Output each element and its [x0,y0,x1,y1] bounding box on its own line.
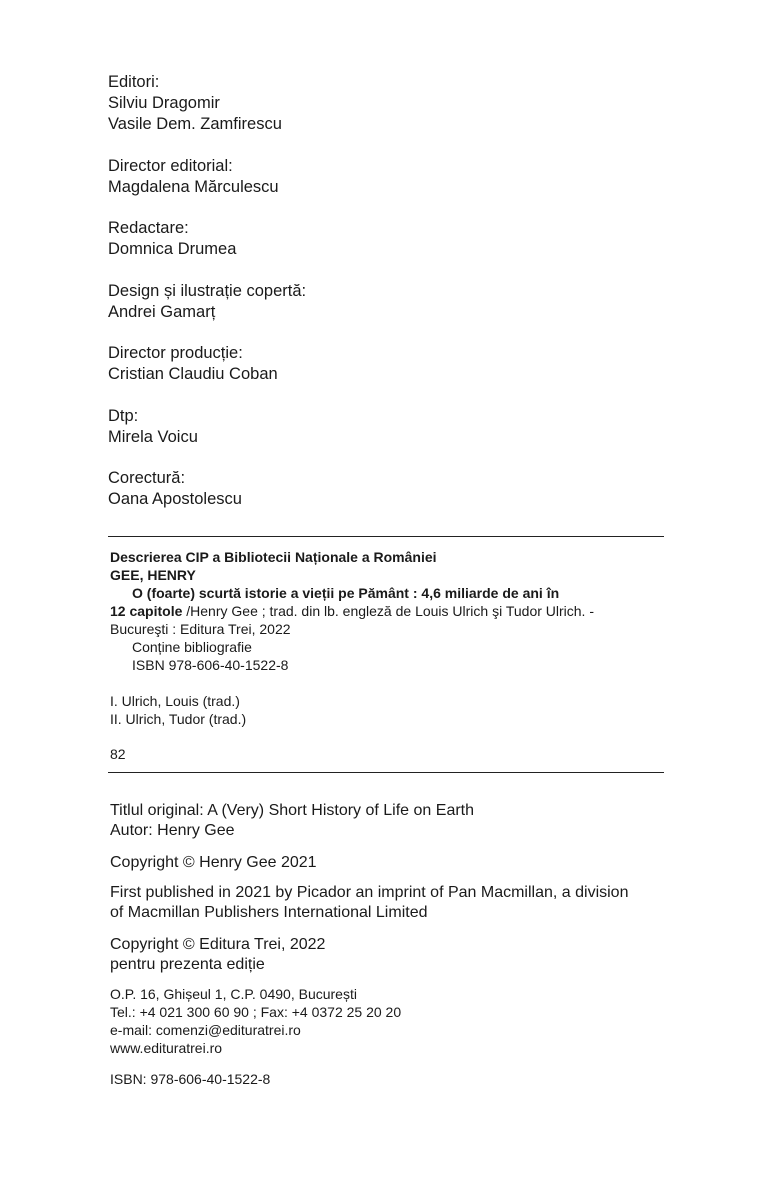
credit-role: Director editorial: [108,156,233,175]
cip-publisher: Bucureşti : Editura Trei, 2022 [110,621,291,637]
first-published [110,883,670,923]
credit-name: Magdalena Mărculescu [108,177,279,196]
divider-top [108,536,664,537]
cip-title-line1: O (foarte) scurtă istorie a vieții pe Pământ : 4,6 miliarde de ani în [132,585,560,601]
publisher-website: www.edituratrei.ro [110,1040,223,1056]
cip-note: Conține bibliografie [132,639,252,655]
credit-proofreading [108,468,668,510]
publisher-email: e-mail: comenzi@edituratrei.ro [110,1022,301,1038]
credit-name: Oana Apostolescu [108,490,242,508]
credit-role: Design și ilustrație copertă: [108,281,307,300]
original-info [110,801,670,841]
credit-editorial-director [108,156,668,198]
cip-record [110,548,666,763]
cip-title-line2 [110,602,666,620]
credit-role: Dtp: [108,406,139,425]
cip-entry: I. Ulrich, Louis (trad.) [110,693,240,709]
publisher-address: O.P. 16, Ghișeul 1, C.P. 0490, București [110,986,357,1002]
credit-cover-design [108,281,668,323]
edition-info [110,801,670,1088]
cip-entry: II. Ulrich, Tudor (trad.) [110,711,247,727]
credit-dtp [108,406,668,448]
copyright-edition-line: Copyright © Editura Trei, 2022 [110,936,326,953]
credit-role: Editori: [108,73,160,91]
copyright-edition-note: pentru prezenta ediție [110,956,265,973]
credit-production-director [108,343,668,385]
original-author: Autor: Henry Gee [110,822,235,839]
publisher-phone: Tel.: +4 021 300 60 90 ; Fax: +4 0372 25 20 20 [110,1004,402,1020]
cip-title-bold: 12 capitole [110,603,183,619]
cip-class: 82 [110,746,126,762]
cip-heading: Descrierea CIP a Bibliotecii Naționale a României [110,549,437,565]
copyright-original: Copyright © Henry Gee 2021 [110,854,317,871]
credit-name: Cristian Claudiu Coban [108,365,278,383]
credit-name: Domnica Drumea [108,240,237,258]
credits-list [108,72,668,531]
credit-name: Andrei Gamarț [108,302,216,321]
first-published-line: of Macmillan Publishers International Limited [110,904,428,921]
credit-name: Silviu Dragomir [108,94,220,112]
credit-name: Vasile Dem. Zamfirescu [108,115,282,133]
credit-role: Redactare: [108,219,189,237]
cip-author: GEE, HENRY [110,567,196,583]
credit-role: Director producție: [108,344,243,362]
cip-title-rest: /Henry Gee ; trad. din lb. engleză de Louis Ulrich şi Tudor Ulrich. - [182,603,595,619]
publisher-contact [110,985,670,1057]
book-isbn: ISBN: 978-606-40-1522-8 [110,1071,271,1087]
copyright-edition [110,935,670,975]
original-title: Titlul original: A (Very) Short History of Life on Earth [110,802,475,819]
credit-name: Mirela Voicu [108,427,198,446]
credit-editing [108,218,668,260]
credit-role: Corectură: [108,469,186,487]
divider-bottom [108,772,664,773]
cip-isbn: ISBN 978-606-40-1522-8 [132,657,289,673]
first-published-line: First published in 2021 by Picador an imprint of Pan Macmillan, a division [110,884,629,901]
credit-editors [108,72,668,135]
